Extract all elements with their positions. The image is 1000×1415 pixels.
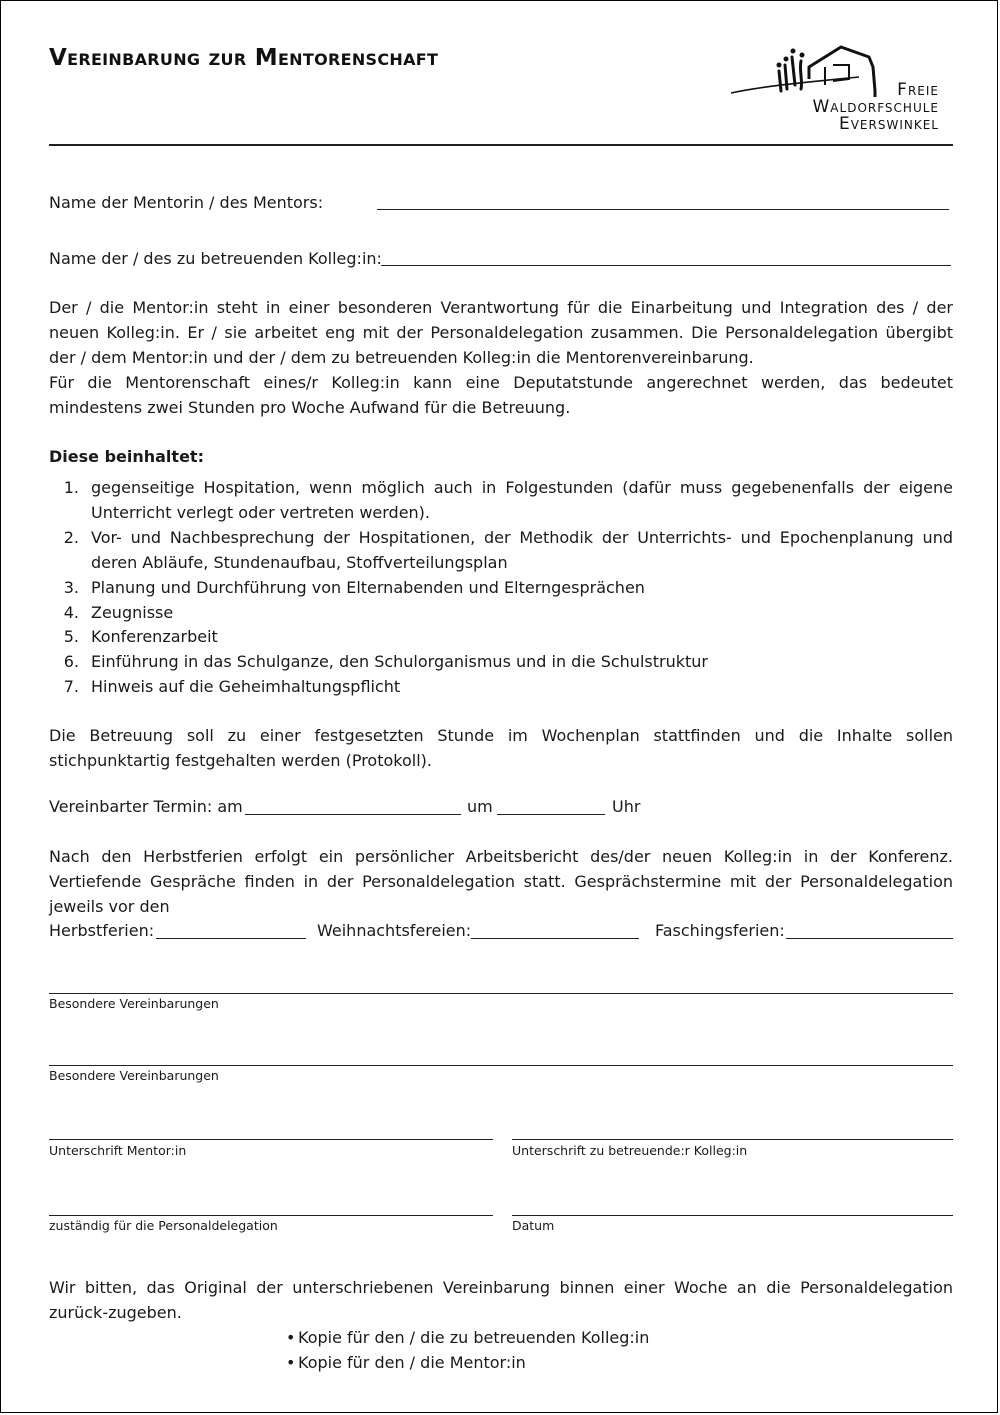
copy-bullet-item: Kopie für den / die Mentor:in — [298, 1353, 526, 1372]
list-heading: Diese beinhaltet: — [49, 447, 204, 466]
list-item-number: 3. — [63, 578, 79, 597]
faschingsferien-label: Faschingsferien: — [655, 921, 785, 940]
betreuung-paragraph: Die Betreuung soll zu einer festgesetzten Stunde im Wochenplan stattfinden und die Inhalte sollen stichpunktartig festgehalten werden (Protokoll). — [49, 726, 953, 770]
besondere-vereinbarungen-field[interactable] — [49, 1065, 953, 1066]
mentor-name-field[interactable] — [377, 209, 949, 210]
document-title: Vereinbarung zur Mentorenschaft — [49, 45, 439, 71]
herbst-paragraph: Nach den Herbstferien erfolgt ein persönlicher Arbeitsbericht des/der neuen Kolleg:in in der Konferenz. Vertiefende Gespräche finden in der Personaldelegation statt. Gesprächstermine mit der Personaldelegation jeweils vor den — [49, 847, 953, 916]
intro-paragraph: Der / die Mentor:in steht in einer besonderen Verantwortung für die Einarbeitung und Integration des / der neuen Kolleg:in. Er / sie arbeitet eng mit der Personaldelegation zusammen. Die Personaldelegation übergibt der / dem Mentor:in und der / dem zu betreuenden Kolleg:in die Mentorenvereinbarung. — [49, 298, 953, 367]
besondere-vereinbarungen-field[interactable] — [49, 993, 953, 994]
termin-label: Vereinbarter Termin: am — [49, 797, 243, 816]
list-item: Vor- und Nachbesprechung der Hospitationen, der Methodik der Unterrichts- und Epochenplanung und deren Abläufe, Stundenaufbau, Stoffverteilungsplan — [91, 528, 953, 572]
logo-text-line: Everswinkel — [838, 114, 939, 134]
list-item-number: 7. — [63, 677, 79, 696]
list-item: Einführung in das Schulganze, den Schulorganismus und in die Schulstruktur — [91, 652, 708, 671]
bullet-icon: • — [286, 1328, 296, 1347]
list-item-number: 1. — [63, 478, 79, 497]
weihnachtsferien-field[interactable] — [471, 938, 639, 939]
header-rule — [49, 144, 953, 146]
mentee-name-label: Name der / des zu betreuenden Kolleg:in: — [49, 249, 382, 268]
list-item-number: 6. — [63, 652, 79, 671]
list-item: Konferenzarbeit — [91, 627, 218, 646]
list-item-number: 4. — [63, 603, 79, 622]
termin-um-label: um — [467, 797, 493, 816]
faschingsferien-field[interactable] — [786, 938, 953, 939]
signature-mentor-label: Unterschrift Mentor:in — [49, 1143, 187, 1158]
herbstferien-label: Herbstferien: — [49, 921, 155, 940]
list-item-number: 5. — [63, 627, 79, 646]
copy-bullet-item: Kopie für den / die zu betreuenden Kolleg:in — [298, 1328, 650, 1347]
list-item: Zeugnisse — [91, 603, 174, 622]
date-field[interactable] — [512, 1215, 953, 1216]
signature-delegation-field[interactable] — [49, 1215, 493, 1216]
logo-text-line: Waldorfschule — [812, 97, 939, 117]
list-item-number: 2. — [63, 528, 79, 547]
mentor-name-label: Name der Mentorin / des Mentors: — [49, 193, 324, 212]
school-logo-icon — [729, 41, 889, 101]
weihnachtsferien-label: Weihnachtsfereien: — [317, 921, 472, 940]
footer-paragraph: Wir bitten, das Original der unterschriebenen Vereinbarung binnen einer Woche an die Personaldelegation zurück-zugeben. — [49, 1278, 953, 1322]
signature-delegation-label: zuständig für die Personaldelegation — [49, 1218, 278, 1233]
herbstferien-field[interactable] — [156, 938, 306, 939]
termin-time-field[interactable] — [497, 814, 605, 815]
termin-date-field[interactable] — [245, 814, 461, 815]
list-item: Hinweis auf die Geheimhaltungspflicht — [91, 677, 401, 696]
signature-mentee-field[interactable] — [512, 1139, 953, 1140]
besondere-vereinbarungen-label: Besondere Vereinbarungen — [49, 996, 219, 1011]
besondere-vereinbarungen-label: Besondere Vereinbarungen — [49, 1068, 219, 1083]
bullet-icon: • — [286, 1353, 296, 1372]
list-item: gegenseitige Hospitation, wenn möglich auch in Folgestunden (dafür muss gegebenenfalls der eigene Unterricht verlegt oder vertreten werden). — [91, 478, 953, 522]
signature-mentor-field[interactable] — [49, 1139, 493, 1140]
date-label: Datum — [512, 1218, 555, 1233]
mentee-name-field[interactable] — [381, 265, 951, 266]
signature-mentee-label: Unterschrift zu betreuende:r Kolleg:in — [512, 1143, 748, 1158]
intro-paragraph-deputat: Für die Mentorenschaft eines/r Kolleg:in kann eine Deputatstunde angerechnet werden, das bedeutet mindestens zwei Stunden pro Woche Aufwand für die Betreuung. — [49, 373, 953, 417]
logo-text-line: Freie — [897, 80, 939, 100]
termin-uhr-label: Uhr — [612, 797, 641, 816]
list-item: Planung und Durchführung von Elternabenden und Elterngesprächen — [91, 578, 645, 597]
